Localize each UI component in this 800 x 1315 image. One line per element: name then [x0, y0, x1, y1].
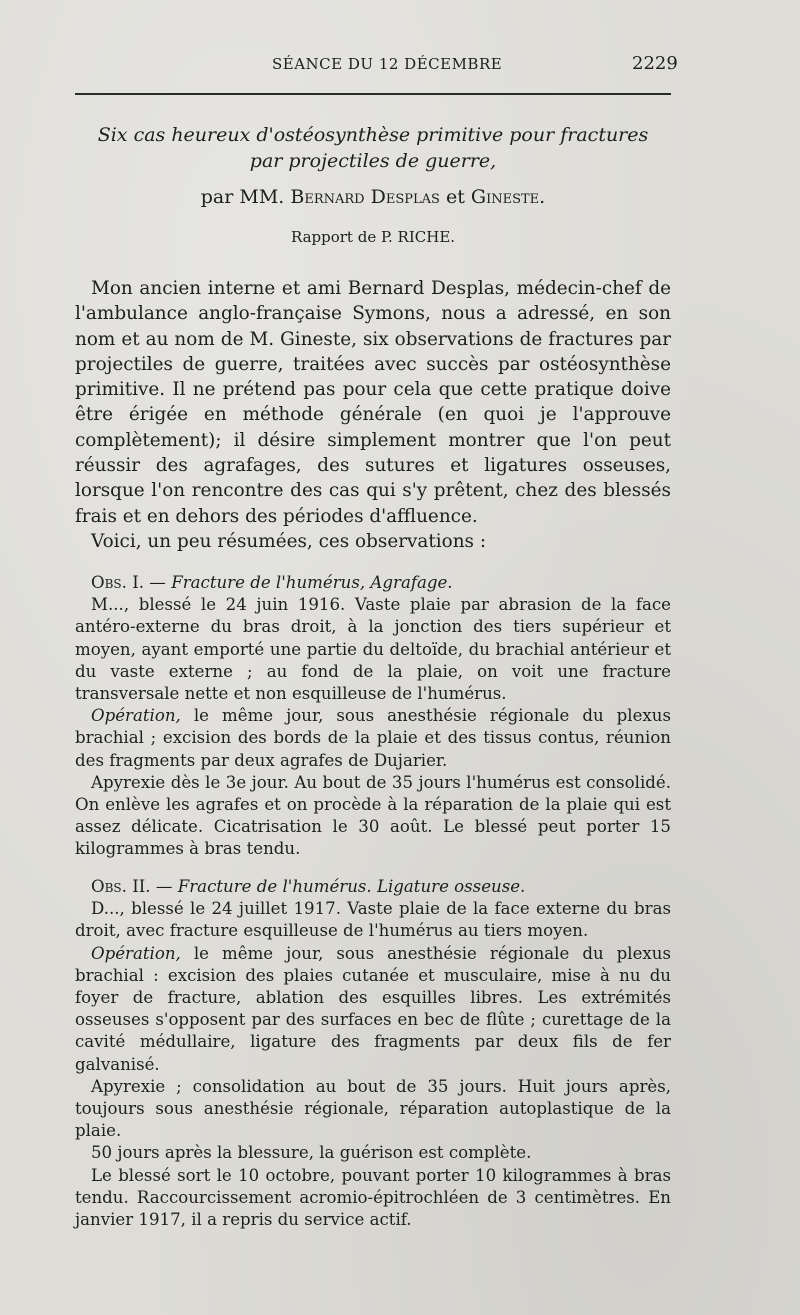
running-title: SÉANCE DU 12 DÉCEMBRE — [272, 55, 503, 73]
observation-2-operation-label: Opération, — [91, 943, 181, 963]
report-line: Rapport de P. RICHE. — [290, 228, 456, 246]
observation-2-paragraph-1: D..., blessé le 24 juillet 1917. Vaste plaie de la face externe du bras droit, avec fracture esquilleuse de l'humérus au tiers moyen. — [75, 899, 671, 941]
observation-2 — [75, 876, 671, 1231]
author-2: Gineste. — [470, 186, 546, 208]
author-1: Bernard Desplas — [290, 186, 440, 208]
observation-1-operation-text: le même jour, sous anesthésie régionale du plexus brachial ; excision des bords de la plaie et des tissus contus, réunion des fragments par deux agrafes de Dujarier. — [75, 706, 671, 770]
intro-paragraph-1: Mon ancien interne et ami Bernard Desplas, médecin-chef de l'ambulance anglo-française Symons, nous a adressé, en son nom et au nom de M. Gineste, six observations de fractures par projectiles de guerre, traitées avec succès par ostéosynthèse primitive. Il ne prétend pas pour cela que cette pratique doive être érigée en méthode générale (en quoi je l'approuve complètement); il désire simplement montrer que l'on peut réussir des agrafages, des sutures et ligatures osseuses, lorsque l'on rencontre des cas qui s'y prêtent, chez des blessés frais et en dehors des périodes d'affluence. — [75, 278, 671, 527]
observation-2-operation-text: le même jour, sous anesthésie régionale du plexus brachial : excision des plaies cutanée et musculaire, mise à nu du foyer de fracture, ablation des esquilles libres. Les extrémités osseuses s'opposent par des surfaces en bec de flûte ; curettage de la cavité médullaire, ligature des fragments par deux fils de fer galvanisé. — [75, 943, 671, 1074]
article-title-line2: par projectiles de guerre, — [249, 150, 497, 172]
page-number: 2229 — [632, 53, 678, 74]
observation-1-paragraph-3: Apyrexie dès le 3e jour. Au bout de 35 jours l'humérus est consolidé. On enlève les agrafes et on procède à la réparation de la plaie qui est assez délicate. Cicatrisation le 30 août. Le blessé peut porter 15 kilogrammes à bras tendu. — [75, 772, 671, 859]
authors-prefix: par MM. — [200, 186, 285, 208]
observation-2-title: Fracture de l'humérus. Ligature osseuse. — [177, 877, 526, 896]
observation-2-paragraph-4: 50 jours après la blessure, la guérison est complète. — [91, 1143, 532, 1163]
authors-and: et — [445, 186, 465, 208]
observation-1-label: Obs. I. — [91, 573, 145, 592]
observation-2-paragraph-2 — [75, 943, 671, 1076]
observation-2-paragraph-3: Apyrexie ; consolidation au bout de 35 jours. Huit jours après, toujours sous anesthésie régionale, réparation autoplastique de la plaie. — [75, 1076, 671, 1141]
observation-2-paragraph-5: Le blessé sort le 10 octobre, pouvant porter 10 kilogrammes à bras tendu. Raccourcissement acromio-épitrochléen de 3 centimètres. En janvier 1917, il a repris du service actif. — [75, 1165, 671, 1230]
observation-1 — [75, 572, 671, 861]
observation-1-paragraph-1: M..., blessé le 24 juin 1916. Vaste plaie par abrasion de la face antéro-externe du bras droit, à la jonction des tiers supérieur et moyen, ayant emporté une partie du deltoïde, du brachial antérieur et du vaste externe ; au fond de la plaie, on voit une fracture transversale nette et non esquilleuse de l'humérus. — [75, 595, 671, 704]
observation-1-dash: — — [144, 573, 172, 592]
observation-1-title: Fracture de l'humérus, Agrafage. — [171, 573, 453, 592]
article-authors — [75, 186, 671, 208]
article-title-line1: Six cas heureux d'ostéosynthèse primitive pour fractures — [97, 124, 649, 146]
observation-1-heading — [75, 572, 671, 594]
article-title — [75, 122, 671, 174]
observation-2-label: Obs. II. — [91, 877, 151, 896]
observation-2-heading — [75, 876, 671, 898]
observation-1-operation-label: Opération, — [91, 706, 181, 726]
intro-text — [75, 276, 671, 554]
intro-paragraph-2: Voici, un peu résumées, ces observations : — [91, 530, 487, 552]
observation-2-dash: — — [150, 877, 178, 896]
observation-1-paragraph-2 — [75, 705, 671, 772]
header-rule — [75, 93, 671, 95]
